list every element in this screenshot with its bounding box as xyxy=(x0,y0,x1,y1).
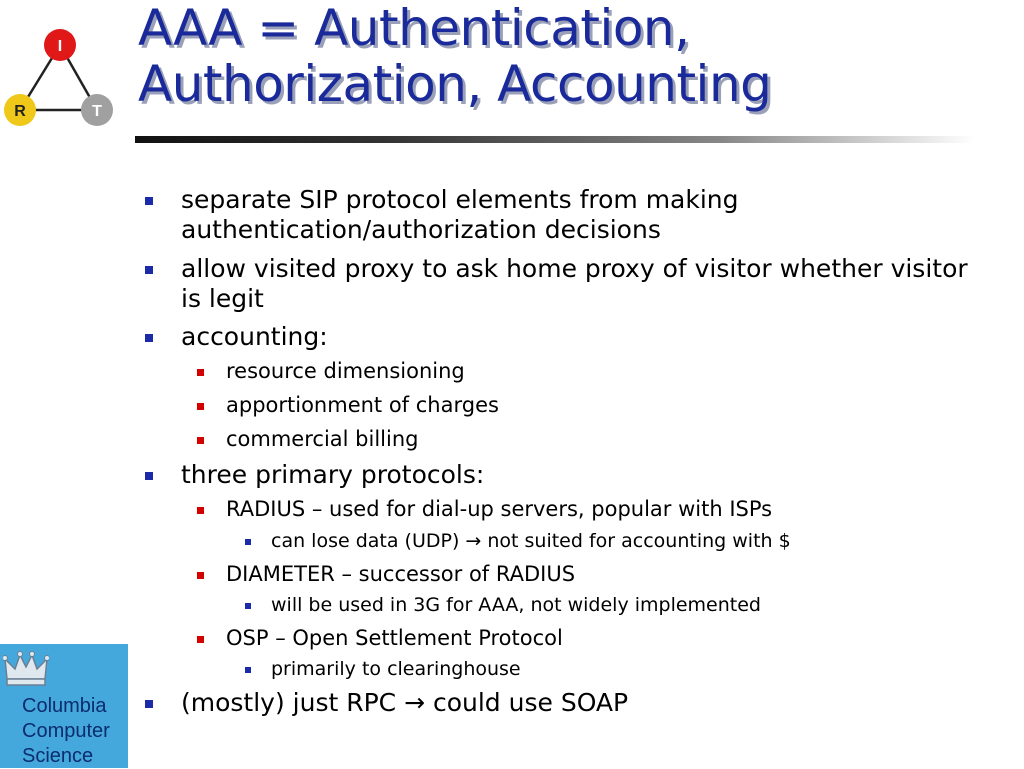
logo-line-computer: Computer xyxy=(22,720,110,742)
bullet-marker-level2 xyxy=(197,369,204,376)
bullet-marker-level2 xyxy=(197,636,204,643)
bullet-text-level1: three primary protocols: xyxy=(181,460,485,489)
bullet-text-level1: is legit xyxy=(181,284,264,313)
bullet-marker-level1 xyxy=(145,197,153,205)
bullet-text-level3: primarily to clearinghouse xyxy=(271,658,521,680)
bullet-text-level1: accounting: xyxy=(181,322,328,351)
node-r-label: R xyxy=(14,103,26,120)
logo-line-columbia: Columbia xyxy=(22,695,107,717)
bullet-text-level3: can lose data (UDP) → not suited for accounting with $ xyxy=(271,530,791,552)
columbia-cs-logo-text xyxy=(22,694,110,769)
bullet-text-level2: OSP – Open Settlement Protocol xyxy=(226,626,563,650)
slide-title-line1: AAA = Authentication, xyxy=(138,0,690,57)
bullet-marker-level2 xyxy=(197,507,204,514)
bullet-text-level2: resource dimensioning xyxy=(226,359,465,383)
bullet-marker-level1 xyxy=(145,334,153,342)
bullet-text-level2: apportionment of charges xyxy=(226,393,499,417)
logo-line-science: Science xyxy=(22,745,94,767)
bullet-marker-level2 xyxy=(197,403,204,410)
bullet-marker-level1 xyxy=(145,700,153,708)
bullet-text-level1: separate SIP protocol elements from making xyxy=(181,185,739,214)
bullet-marker-level3 xyxy=(245,539,251,545)
bullet-marker-level3 xyxy=(245,603,251,609)
bullet-marker-level1 xyxy=(145,472,153,480)
bullet-text-level1: authentication/authorization decisions xyxy=(181,215,661,244)
bullet-marker-level3 xyxy=(245,667,251,673)
bullet-text-level2: DIAMETER – successor of RADIUS xyxy=(226,562,576,586)
bullet-text-level2: commercial billing xyxy=(226,427,419,451)
bullet-text-level1: allow visited proxy to ask home proxy of visitor whether visitor xyxy=(181,254,968,283)
columbia-cs-logo xyxy=(0,644,128,768)
bullet-marker-level2 xyxy=(197,437,204,444)
node-t-label: T xyxy=(92,103,102,120)
bullet-text-level3: will be used in 3G for AAA, not widely implemented xyxy=(271,594,761,616)
node-i-label: I xyxy=(57,38,63,55)
slide-title-line2: Authorization, Accounting xyxy=(138,55,772,113)
bullet-marker-level2 xyxy=(197,572,204,579)
bullet-marker-level1 xyxy=(145,266,153,274)
bullet-text-level1: (mostly) just RPC → could use SOAP xyxy=(181,688,629,717)
bullet-text-level2: RADIUS – used for dial-up servers, popular with ISPs xyxy=(226,497,773,521)
crown-icon xyxy=(3,649,49,689)
